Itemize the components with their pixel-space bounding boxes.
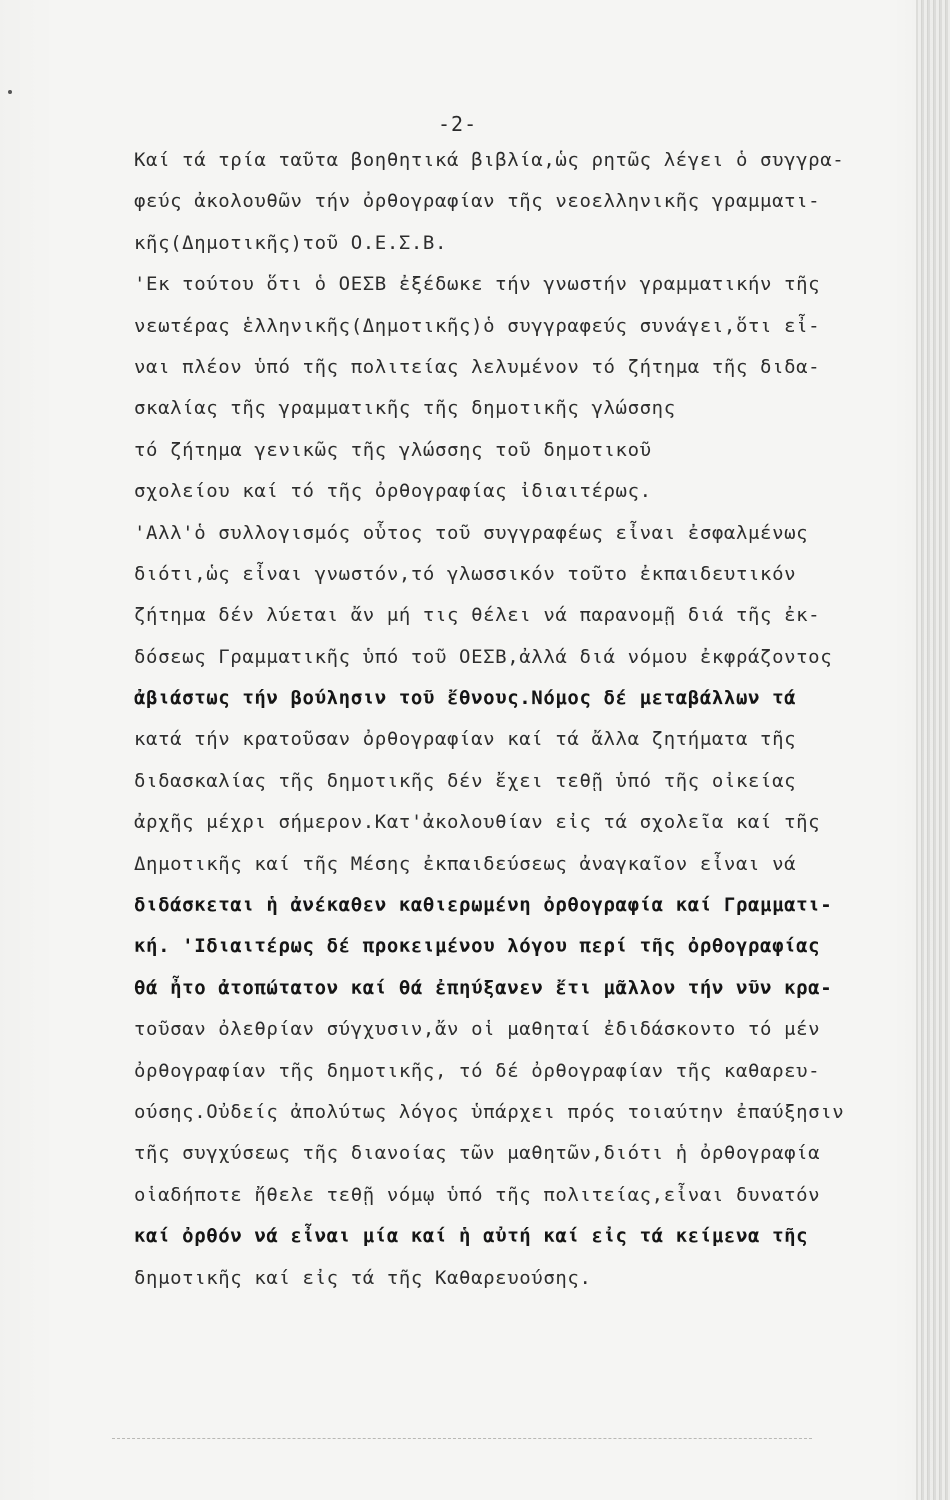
text-line: φεύς ἀκολουθῶν τήν ὀρθογραφίαν τῆς νεοελληνικῆς γραμματι-: [134, 190, 821, 213]
text-line: τό ζήτημα γενικῶς τῆς γλώσσης τοῦ δημοτικοῦ: [134, 438, 652, 461]
text-line: δημοτικῆς καί εἰς τά τῆς Καθαρευούσης.: [134, 1266, 592, 1289]
page-binding-edge: [916, 0, 950, 1500]
text-line: σχολείου καί τό τῆς ὀρθογραφίας ἰδιαιτέρως.: [134, 480, 652, 503]
text-line: κῆς(Δημοτικῆς)τοῦ Ο.Ε.Σ.Β.: [134, 231, 448, 254]
text-line: καί ὀρθόν νά εἶναι μία καί ἡ αὐτή καί εἰς τά κείμενα τῆς: [134, 1225, 809, 1248]
text-line: ναι πλέον ὑπό τῆς πολιτείας λελυμένον τό ζήτημα τῆς διδα-: [134, 355, 821, 378]
footer-rule: [112, 1438, 812, 1439]
text-line: ούσης.Οὐδείς ἀπολύτως λόγος ὑπάρχει πρός τοιαύτην ἐπαύξησιν: [134, 1100, 845, 1123]
text-line: ἀβιάστως τήν βούλησιν τοῦ ἔθνους.Νόμος δέ μεταβάλλων τά: [134, 687, 797, 710]
text-line: τῆς συγχύσεως τῆς διανοίας τῶν μαθητῶν,διότι ἡ ὀρθογραφία: [134, 1142, 821, 1165]
text-line: διδάσκεται ἡ ἀνέκαθεν καθιερωμένη ὀρθογραφία καί Γραμματι-: [134, 894, 833, 917]
margin-dot: [8, 90, 12, 94]
text-line: δόσεως Γραμματικῆς ὑπό τοῦ ΟΕΣΒ,ἀλλά διά νόμου ἐκφράζοντος: [134, 645, 833, 668]
text-line: κατά τήν κρατοῦσαν ὀρθογραφίαν καί τά ἄλλα ζητήματα τῆς: [134, 728, 797, 751]
text-line: ὀρθογραφίαν τῆς δημοτικῆς, τό δέ ὀρθογραφίαν τῆς καθαρευ-: [134, 1059, 821, 1082]
text-line: τοῦσαν ὀλεθρίαν σύγχυσιν,ἄν οἱ μαθηταί ἐδιδάσκοντο τό μέν: [134, 1018, 821, 1041]
body-text: [134, 140, 914, 1299]
text-line: Δημοτικῆς καί τῆς Μέσης ἐκπαιδεύσεως ἀναγκαῖον εἶναι νά: [134, 852, 797, 875]
text-line: ζήτημα δέν λύεται ἄν μή τις θέλει νά παρανομῇ διά τῆς ἐκ-: [134, 604, 821, 627]
text-line: σκαλίας τῆς γραμματικῆς τῆς δημοτικῆς γλώσσης: [134, 397, 676, 420]
text-line: Καί τά τρία ταῦτα βοηθητικά βιβλία,ὡς ρητῶς λέγει ὁ συγγρα-: [134, 149, 845, 171]
text-line: διδασκαλίας τῆς δημοτικῆς δέν ἔχει τεθῇ ὑπό τῆς οἰκείας: [134, 769, 797, 792]
text-line: ἀρχῆς μέχρι σήμερον.Κατ'ἀκολουθίαν εἰς τά σχολεῖα καί τῆς: [134, 811, 821, 834]
text-line: 'Αλλ'ὁ συλλογισμός οὗτος τοῦ συγγραφέως εἶναι ἐσφαλμένως: [134, 521, 809, 544]
text-line: διότι,ὡς εἶναι γνωστόν,τό γλωσσικόν τοῦτο ἐκπαιδευτικόν: [134, 562, 797, 585]
text-line: κή. 'Ιδιαιτέρως δέ προκειμένου λόγου περί τῆς ὀρθογραφίας: [134, 935, 821, 958]
text-line: οἱαδήποτε ἤθελε τεθῇ νόμῳ ὑπό τῆς πολιτείας,εἶναι δυνατόν: [134, 1183, 821, 1206]
text-line: θά ἦτο ἀτοπώτατον καί θά ἐπηύξανεν ἔτι μᾶλλον τήν νῦν κρα-: [134, 976, 833, 999]
text-line: 'Εκ τούτου ὅτι ὁ ΟΕΣΒ ἐξέδωκε τήν γνωστήν γραμματικήν τῆς: [134, 273, 821, 296]
page-number: -2-: [438, 112, 478, 136]
text-line: νεωτέρας ἑλληνικῆς(Δημοτικῆς)ὁ συγγραφεύς συνάγει,ὅτι εἶ-: [134, 314, 821, 337]
